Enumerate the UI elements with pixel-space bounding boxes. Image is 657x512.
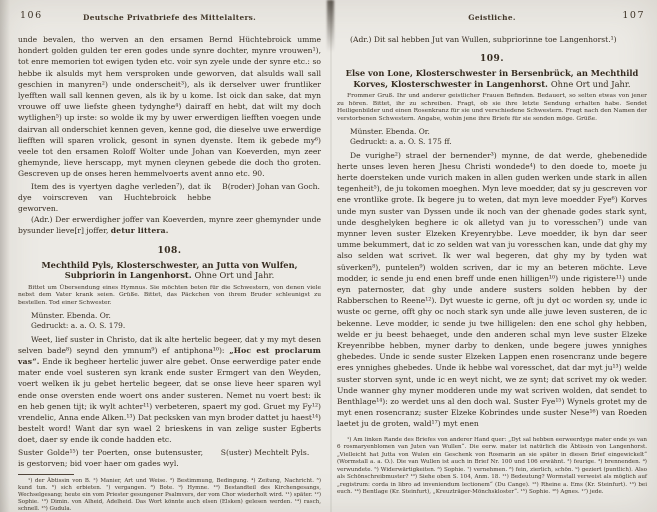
section-109-title [339, 68, 645, 89]
source-block-109 [337, 127, 647, 147]
section-108-number: 108. [157, 245, 182, 256]
address-latin: detur littera. [110, 226, 169, 236]
address-paragraph-left [18, 214, 321, 236]
section-109-regest: Frommer Gruß. Ihr und anderer geistlicher Frauen Befinden. Bedauert, so selten etwas von jener zu hören. Bittet, ihr zu schreiben. Fragt, ob sie ihre letzte Sendung erhalten habe. Sendet Heiligenbilder und einen Rosenkranz für sie und verschiedene Schwestern. Fragt nach den Namen der verstorbenen Schwestern. Angabe, wohin jene ihre Briefe für sie senden möge. Grüße. [337, 93, 647, 122]
address-paragraph-right: (Adr.) Dit sal hebben Jut van Wullen, subpriorinne toe Langenhorst.¹) [350, 35, 617, 44]
source-line-printed: Gedruckt: a. a. O. S. 179. [31, 320, 126, 330]
closing-row [18, 447, 321, 469]
letter-108-body-pre: Weet, lief suster in Christo, dat ik alte hertelic begeer, dat y my myt desen selven bade⁸) seynd den ymnum⁹) ef antiphona¹⁰): [18, 334, 321, 355]
section-108-title-main: Mechthild Pyls, Klosterschwester, an Jutta von Wulfen, Subpriorin in Langenhorst. [41, 259, 298, 281]
letter-108-body-post: Ende ik begheer hertelic juwer alre gebet. Onse eerwerdige pater ende mater ende voel susteren syn krank ende suster Ermgert van den Weyden, voert welken ik ju gebet hertelic begeer, dat se onse lieve heer sparen wyl ende onse oversten ende woert ons ander susteren. Nemet nu voert best: ik en heb genen tijt; ik wylt achter¹¹) verbeteren, spaert my god. Gruet my Fy¹²) vrendelic, Anna ende Alken.¹³) Dat pecksken van myn broder dattet ju haest¹⁴) bestelt word! Want dar syn wael 2 brieskens in van zelige suster Egberts doet, daer sy ende ik conde hadden etc. [18, 357, 321, 445]
book-center-crease [330, 0, 332, 512]
footnotes-right: ¹) Am linken Rande des Briefes von anderer Hand quer: „Dyt sal hebben eerweerdyge mater ende ys van 6 rosmaryenblomen van Juten van Wullen“. Die eerw. mater ist natürlich die Äbtissin von Langenhorst. „Vielleicht hat Jutta von Wulen ein Geschenk von Rosmarin an sie später in diesen Brief eingewickelt“ (Wormstall a. a. O.). Die van Wullen ist auch in Brief Nr. 100 und 106 erwähnt. ²) feurige. ³) brennenden. ⁴) verwundete. ⁵) Widerwärtigkeiten. ⁶) Sophie. ⁷) vernehmen. ⁸) fein, zierlich, schön. ⁹) geziert (puntlich). Also als Schönschreibmuster? ¹⁰) Siehe oben S. 104, Anm. 18. ¹¹) Bedeutung? Wormstall verweist als möglich auf „registrum: corda in libro ad inveniendum lectionem“ (Du Cange). ¹²) Rheine a. Ems (Kr. Steinfurt). ¹³) bei euch. ¹⁴) Bentlage (Kr. Steinfurt), „Kreuzträger-Mönchskloster“. ¹⁵) Sophie. ¹⁶) Agnes. ¹⁷) jede. [337, 436, 647, 496]
gutter-shadow [327, 0, 334, 52]
letter-109-body: De vurighe²) strael der bernender³) mynne, de dat werde, ghebenedide herte unses leven heren Jhesu Christi wondede⁴) to den doede to, moete ju herte doersteken unde vurich maken in allen guden werken unde stark in allen tegenheit⁵), de ju tokomen moeghen. Myn leve moedder, dat sy ju gescreven vor ene vrontlike grote. Ik begere ju to weten, dat myn leve moedder Fye⁶) Korves unde myn suster van Dyssen unde ik noch van der ghenade godes stark synt, unde desghelyken beghere ic ok alletyd van ju to voresschen⁷) unde van mynner leven suster Elzeken Kreyenrybbe. Leve moedder, ik byn dar seer umme bekummert, dat ic zo selden wat van ju voresschen kan, unde dat ghy my also selden wat scrivet. Ik wer wal begeren, dat ghy my by tyden wat süverken⁸), puntelen⁹) wolden scriven, dar ic my an beteren möchte. Leve modder, ic sende ju end enen breff unde enen hilligen¹⁰) unde rigistere¹¹) unde eyn paternoster, dat ghy unde andere susters solden hebben by der Rabberschen to Reene¹²). Dyt wueste ic gerne, oft ju dyt oc worden sy, unde ic wuste oc gerne, offt ghy oc noch stark syn unde alle juwe leven susteren, de ic bekenne. Leve modder, ic sende ju twe hilligelen: den ene schol ghy hebben, welde er ju beest behaeget, unde den anderen schal myn leve suster Elzeke Kreyenribbe hebben, myner darby to denken, unde begere juwes ynnighes ghebedes. Unde ic sende suster Elzeken Lappen enen rosencranz unde begere eres ynnighes ghebedes. Unde ik hebbe wal voresschet, dat dar myt ju¹³) welde suster storven synt, unde ic en weyt nicht, we ze synt; dat scrivet my ok weder. Unde wanner ghy myner modderen unde my wat scriven wolden, dat sendet to Benthlage¹⁴): zo werdet uns al den doch wal. Suster Fye¹⁵) Wynels grotet my de myt enen rosencranz; suster Elzeke Kobrindes unde suster Nese¹⁶) van Roeden laetet ju de groten, wald¹⁷) myt enen [337, 150, 647, 429]
scan-edge-shadow [0, 0, 10, 512]
source-block-108 [18, 311, 321, 331]
section-109-number: 109. [480, 54, 504, 65]
footnote-rule [18, 474, 74, 475]
section-108-title [20, 260, 319, 281]
footnotes-left: ¹) der Äbtissin von B. ²) Manier, Art und Weise. ³) Bestimmung, Bedingung. ⁴) Zeitung, Nachricht. ⁵) kund tun. ⁶) sich erbieten. ⁷) vergangen. ⁸) Bote. ⁹) Hymne. ¹⁰) Bestandteil des Kirchengesangs, Wechselgesang; heute ein vom Priester gesungener Psalmvers, der vom Chor wiederholt wird. ¹¹) später. ¹²) Sophie. ¹³) Dimin. von Alheid, Adelheid. Das Wort könnte auch elsen (Elsken) gelesen werden. ¹⁴) rasch, schnell. ¹⁵) Gudula. [18, 478, 321, 512]
running-header-right: Geistliche. [468, 13, 516, 22]
running-header-left: Deutsche Privatbriefe des Mittelalters. [83, 13, 256, 22]
source-line-archive: Münster. Ebenda. Or. [31, 311, 111, 321]
letter-108-body [18, 334, 321, 446]
signature-block: B(roder) Johan van Goch. [222, 181, 320, 191]
source-line-printed: Gedruckt: a. a. O. S. 175 ff. [350, 136, 452, 146]
page-number-right: 107 [622, 10, 645, 21]
page-number-left: 106 [20, 10, 43, 21]
section-109-title-main: Else von Lone, Klosterschwester in Bersenbrück, an Mechthild Korves, Klosterschwester in Langenhorst. [345, 68, 639, 89]
source-line-archive: Münster. Ebenda. Or. [350, 127, 430, 137]
section-108-regest: Bittet um Übersendung eines Hymnus. Sie möchten beten für die Schwestern, von denen viele nebst dem Vater krank seien. Grüße. Bittet, das Päckchen von ihrem Bruder schleunigst zu bestellen. Tod einer Schwester. [18, 284, 321, 306]
right-page-header [337, 10, 647, 28]
address-text: (Adr.) Der erwerdigher joffer van Koeverden, mynre zeer ghemynder unde bysunder lieve[r] joffer, [18, 215, 321, 236]
left-page-header [18, 10, 321, 28]
item-note: Item des is vyertyen daghe verleden⁷), dat ik dye voirscreven van Huchtebroick hebbe geworven. [18, 181, 211, 214]
closing-signature: S(uster) Mechtelt Pyls. [220, 447, 310, 457]
right-page [337, 10, 647, 497]
continuation-paragraph: unde bevalen, tho werven an den ersamen Bernd Hüchtebroick umme hondert golden gulden ter eren godes unde synre dochter, mynre vrouwen¹), tot enre memorien tot ewigen tyden etc. voir syn zyele unde der synre etc.: so hebbe ik alsulds myt hem versproken unde geworven, dat alsulds wall sall geschien in manyren²) unde onderscheit³), als ik derselver uwer fruntliker lyefften wall sall kennen geven, als ik by u kome. Ist oick dan sake, dat myn vrouwe off uwe liefste gheen tydynghe⁴) dairaff en hebt, dat wilt my doch wytlighen⁵) up irste: so wolde ik my by uwer erwerdigen liefften voegen unde dairvan all onderschiet kennen geven, kenne god, die dieselve uwe erwerdige liefften will sparen vrolick, gesont in synen dyenste. Item ik gebede my⁶) veele tot den ersamen Roloff Wolter unde Johan van Koeverden, myn zeer ghemynde, lieve herscapp, myt mynen cleynen gebede die doch tho groten. Gescreven up de onses heren hemmelvoerts avent anno etc. 90. [18, 35, 321, 179]
letter-108-body-latin: „Hoc est proclarum vas“. [18, 345, 321, 367]
closing-note: Suster Golde¹⁵) ter Poerten, onse butensuster, is gestorven; bid voer haer om gades wyl. [18, 447, 203, 468]
section-108-title-suffix: Ohne Ort und Jahr. [194, 270, 275, 281]
item-signature-row [18, 181, 321, 215]
section-109-title-suffix: Ohne Ort und Jahr. [550, 78, 631, 89]
left-page [18, 10, 321, 512]
